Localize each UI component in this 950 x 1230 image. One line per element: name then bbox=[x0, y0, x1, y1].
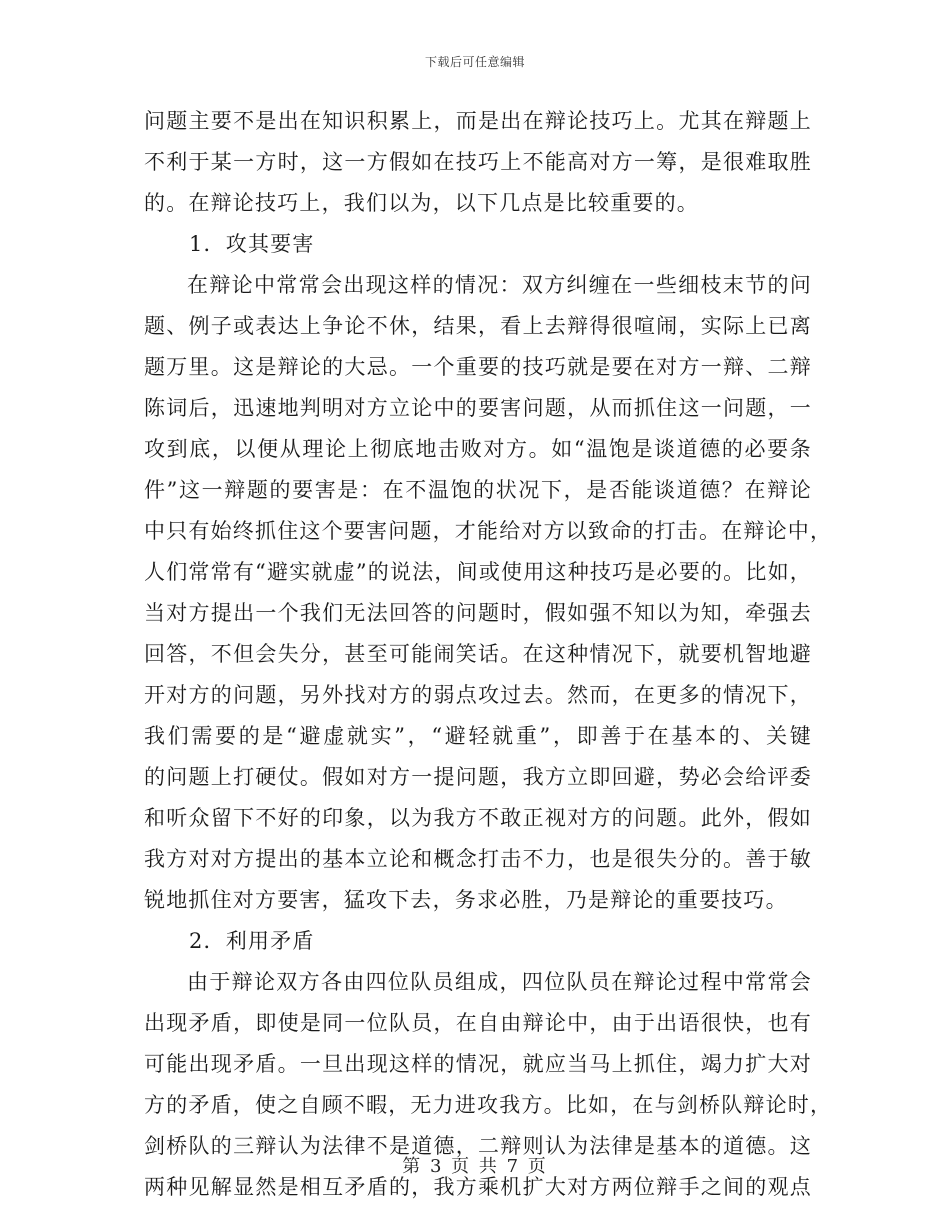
body-line: 问题主要不是出在知识积累上，而是出在辩论技巧上。尤其在辩题上 bbox=[144, 109, 812, 133]
body-line: 剑桥队的三辩认为法律不是道德，二辩则认为法律是基本的道德。这 bbox=[144, 1134, 812, 1158]
body-line: 和听众留下不好的印象，以为我方不敢正视对方的问题。此外，假如 bbox=[144, 806, 812, 830]
body-line: 中只有始终抓住这个要害问题，才能给对方以致命的打击。在辩论中， bbox=[144, 519, 833, 543]
page-header: 下载后可任意编辑 bbox=[424, 55, 525, 69]
body-line: 的。在辩论技巧上，我们以为，以下几点是比较重要的。 bbox=[144, 191, 699, 215]
document-body bbox=[144, 101, 833, 1208]
body-line: 锐地抓住对方要害，猛攻下去，务求必胜，乃是辩论的重要技巧。 bbox=[144, 888, 788, 912]
section-heading-1: 1．攻其要害 bbox=[189, 232, 315, 256]
body-line: 开对方的问题，另外找对方的弱点攻过去。然而，在更多的情况下， bbox=[144, 683, 812, 707]
section-heading-2: 2．利用矛盾 bbox=[189, 929, 315, 953]
body-line: 方的矛盾，使之自顾不暇，无力进攻我方。比如，在与剑桥队辩论时， bbox=[144, 1093, 833, 1117]
body-line: 可能出现矛盾。一旦出现这样的情况，就应当马上抓住，竭力扩大对 bbox=[144, 1052, 812, 1076]
body-line: 回答，不但会失分，甚至可能闹笑话。在这种情况下，就要机智地避 bbox=[144, 642, 812, 666]
body-line: 由于辩论双方各由四位队员组成，四位队员在辩论过程中常常会 bbox=[187, 970, 812, 994]
body-line: 题、例子或表达上争论不休，结果，看上去辩得很喧闹，实际上已离 bbox=[144, 314, 812, 338]
body-line: 我方对对方提出的基本立论和概念打击不力，也是很失分的。善于敏 bbox=[144, 847, 812, 871]
body-line: 在辩论中常常会出现这样的情况：双方纠缠在一些细枝末节的问 bbox=[187, 273, 812, 297]
body-line: 件”这一辩题的要害是：在不温饱的状况下，是否能谈道德？在辩论 bbox=[144, 478, 812, 502]
body-line: 人们常常有“避实就虚”的说法，间或使用这种技巧是必要的。比如， bbox=[144, 560, 812, 584]
body-line: 不利于某一方时，这一方假如在技巧上不能高对方一筹，是很难取胜 bbox=[144, 150, 812, 174]
body-line: 陈词后，迅速地判明对方立论中的要害问题，从而抓住这一问题，一 bbox=[144, 396, 812, 420]
body-line: 的问题上打硬仗。假如对方一提问题，我方立即回避，势必会给评委 bbox=[144, 765, 812, 789]
body-line: 题万里。这是辩论的大忌。一个重要的技巧就是要在对方一辩、二辩 bbox=[144, 355, 812, 379]
page-footer: 第 3 页 共 7 页 bbox=[402, 1156, 548, 1177]
body-line: 出现矛盾，即使是同一位队员，在自由辩论中，由于出语很快，也有 bbox=[144, 1011, 812, 1035]
body-line: 两种见解显然是相互矛盾的，我方乘机扩大对方两位辩手之间的观点 bbox=[144, 1175, 812, 1199]
body-line: 当对方提出一个我们无法回答的问题时，假如强不知以为知，牵强去 bbox=[144, 601, 812, 625]
body-line: 攻到底，以便从理论上彻底地击败对方。如“温饱是谈道德的必要条 bbox=[144, 437, 812, 461]
body-line: 我们需要的是“避虚就实”，“避轻就重”，即善于在基本的、关键 bbox=[144, 724, 812, 748]
